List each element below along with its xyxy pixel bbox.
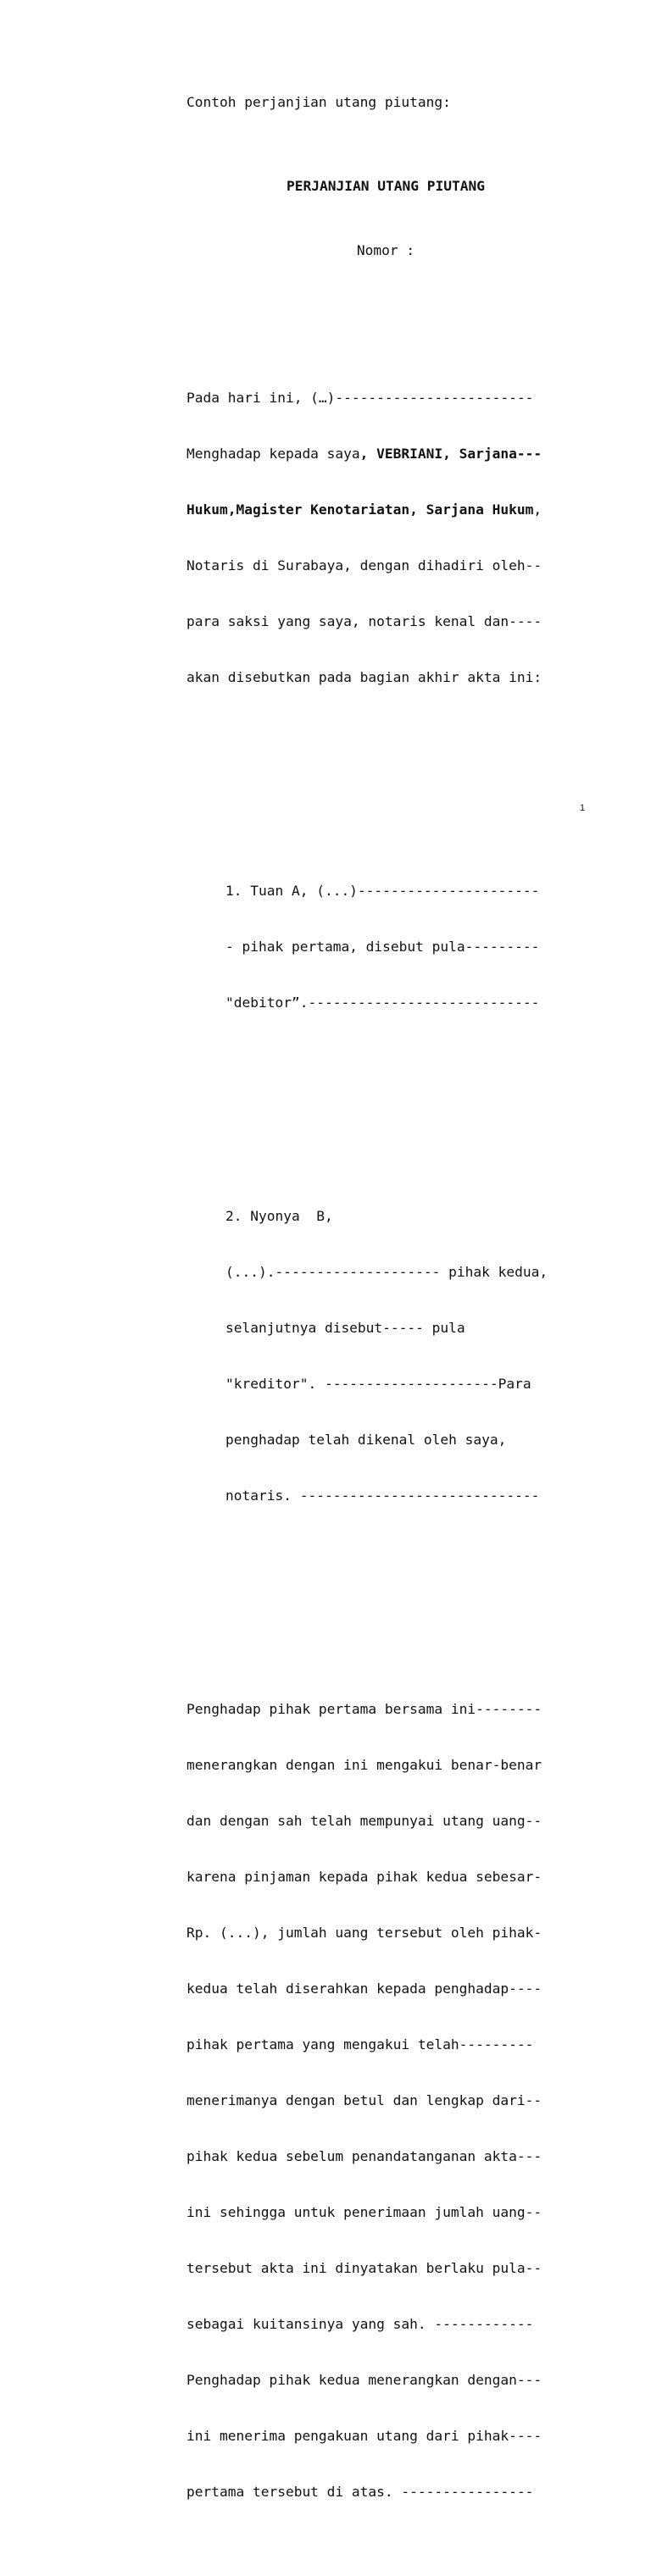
body-line: pertama tersebut di atas. ----------------	[186, 2484, 534, 2500]
body-line: karena pinjaman kepada pihak kedua sebesar-	[186, 1869, 542, 1885]
party-line: penghadap telah dikenal oleh saya,	[225, 1432, 507, 1448]
opening-line: akan disebutkan pada bagian akhir akta ini:	[186, 669, 542, 685]
party-second	[225, 1170, 585, 1543]
document-number: Nomor :	[356, 242, 415, 258]
opening-text: Menghadap kepada saya	[186, 446, 360, 462]
opening-line: Notaris di Surabaya, dengan dihadiri oleh--	[186, 557, 542, 573]
body-line: ini sehingga untuk penerimaan jumlah uang--	[186, 2204, 542, 2220]
body-line: tersebut akta ini dinyatakan berlaku pula--	[186, 2260, 542, 2276]
body-line: Penghadap pihak kedua menerangkan dengan---	[186, 2372, 542, 2388]
body-line: sebagai kuitansinya yang sah. ------------	[186, 2316, 534, 2332]
body-line: menerangkan dengan ini mengakui benar-benar	[186, 1757, 542, 1773]
party-line: selanjutnya disebut----- pula	[225, 1320, 465, 1336]
body-line: kedua telah diserahkan kepada penghadap----	[186, 1980, 542, 1997]
document-content	[186, 56, 585, 2576]
notary-title: Hukum,Magister Kenotariatan, Sarjana Hukum	[186, 501, 534, 518]
body-line: Rp. (...), jumlah uang tersebut oleh pihak-	[186, 1925, 542, 1941]
spacer	[186, 780, 585, 789]
opening-text: ,	[533, 501, 542, 518]
party-first	[225, 845, 585, 1050]
body-line: pihak pertama yang mengakui telah---------	[186, 2036, 534, 2052]
party-line: "kreditor". ---------------------Para	[225, 1376, 531, 1392]
body-line: menerimanya dengan betul dan lengkap dari--	[186, 2092, 542, 2108]
intro-text: Contoh perjanjian utang piutang:	[186, 94, 451, 110]
party-line: (...).-------------------- pihak kedua,	[225, 1264, 548, 1280]
party-line: "debitor”.----------------------------	[225, 994, 540, 1011]
opening-line: para saksi yang saya, notaris kenal dan----	[186, 613, 542, 629]
spacer	[186, 1105, 585, 1114]
party-line: notaris. -----------------------------	[225, 1487, 540, 1504]
body-line: dan dengan sah telah mempunyai utang uang--	[186, 1813, 542, 1829]
opening-paragraph	[186, 352, 585, 724]
spacer	[186, 1598, 585, 1607]
party-line: 2. Nyonya B,	[225, 1208, 333, 1224]
opening-line: Pada hari ini, (…)------------------------	[186, 390, 534, 406]
body-line: Penghadap pihak pertama bersama ini--------	[186, 1701, 542, 1717]
notary-name: , VEBRIANI, Sarjana---	[359, 446, 542, 462]
body-line: ini menerima pengakuan utang dari pihak----	[186, 2428, 542, 2444]
party-line: 1. Tuan A, (...)----------------------	[225, 883, 540, 899]
opening-line	[186, 445, 585, 463]
party-line: - pihak pertama, disebut pula---------	[225, 939, 540, 955]
page-number: 1	[580, 803, 586, 813]
document-title: PERJANJIAN UTANG PIUTANG	[287, 178, 485, 194]
body-line: pihak kedua sebelum penandatanganan akta---	[186, 2148, 542, 2164]
body-paragraph	[186, 1663, 585, 2539]
opening-line	[186, 501, 585, 519]
